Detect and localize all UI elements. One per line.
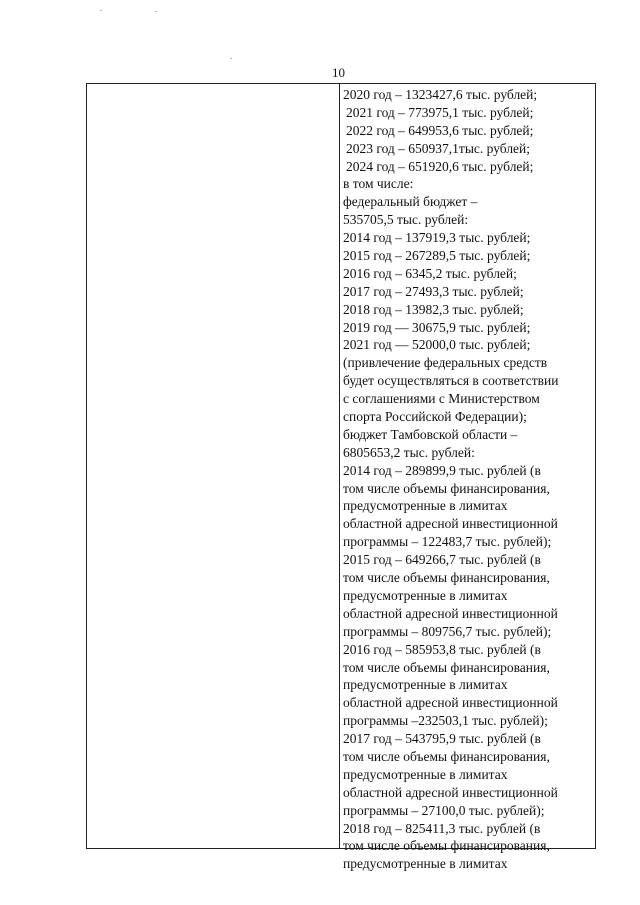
financing-text-line: предусмотренные в лимитах bbox=[343, 766, 508, 782]
financing-text-line: 2015 год – 267289,5 тыс. рублей; bbox=[343, 248, 531, 264]
financing-text-line: программы – 27100,0 тыс. рублей); bbox=[343, 802, 545, 818]
financing-text-line: областной адресной инвестиционной bbox=[343, 695, 558, 711]
financing-text-line: бюджет Тамбовской области – bbox=[343, 426, 518, 442]
financing-text-line: программы – 809756,7 тыс. рублей); bbox=[343, 623, 552, 639]
financing-text-line: 2024 год – 651920,6 тыс. рублей; bbox=[346, 158, 534, 174]
financing-text-line: 2023 год – 650937,1тыс. рублей; bbox=[346, 140, 531, 156]
page-number: 10 bbox=[332, 65, 345, 80]
financing-text-line: 2016 год – 6345,2 тыс. рублей; bbox=[343, 265, 517, 281]
financing-text-line: 2014 год – 137919,3 тыс. рублей; bbox=[343, 230, 531, 246]
financing-text-line: областной адресной инвестиционной bbox=[343, 605, 558, 621]
financing-text-line: спорта Российской Федерации); bbox=[343, 409, 527, 425]
financing-text-line: 2017 год – 543795,9 тыс. рублей (в bbox=[343, 731, 541, 747]
financing-text-line: том числе объемы финансирования, bbox=[343, 748, 550, 764]
financing-text-line: областной адресной инвестиционной bbox=[343, 516, 558, 532]
financing-text-line: 2015 год – 649266,7 тыс. рублей (в bbox=[343, 552, 541, 568]
financing-text-line: 2017 год – 27493,3 тыс. рублей; bbox=[343, 283, 524, 299]
scan-artifact bbox=[230, 58, 232, 59]
financing-text-line: 2021 год – 773975,1 тыс. рублей; bbox=[346, 104, 534, 120]
financing-text-line: в том числе: bbox=[343, 176, 414, 192]
financing-text-line: программы –232503,1 тыс. рублей); bbox=[343, 713, 548, 729]
financing-text-line: предусмотренные в лимитах bbox=[343, 856, 508, 872]
financing-text-line: 2019 год — 30675,9 тыс. рублей; bbox=[343, 319, 531, 335]
financing-text-line: предусмотренные в лимитах bbox=[343, 498, 508, 514]
financing-text-line: (привлечение федеральных средств bbox=[343, 355, 548, 371]
financing-text-line: 2020 год – 1323427,6 тыс. рублей; bbox=[343, 87, 538, 102]
financing-text-line: 2018 год – 13982,3 тыс. рублей; bbox=[343, 301, 524, 317]
financing-text-line: 6805653,2 тыс. рублей: bbox=[343, 444, 475, 460]
scan-artifact bbox=[100, 10, 102, 11]
financing-text-line: 2016 год – 585953,8 тыс. рублей (в bbox=[343, 641, 541, 657]
document-table bbox=[86, 83, 596, 872]
financing-text-line: областной адресной инвестиционной bbox=[343, 784, 558, 800]
financing-text-line: предусмотренные в лимитах bbox=[343, 587, 508, 603]
financing-text-line: 535705,5 тыс. рублей: bbox=[343, 212, 469, 228]
financing-text-line: 2021 год — 52000,0 тыс. рублей; bbox=[343, 337, 531, 353]
financing-text-line: 2022 год – 649953,6 тыс. рублей; bbox=[346, 122, 534, 138]
financing-text-line: с соглашениями с Министерством bbox=[343, 391, 540, 407]
financing-text-line: том числе объемы финансирования, bbox=[343, 838, 550, 854]
scan-artifact bbox=[155, 11, 157, 12]
financing-text-line: программы – 122483,7 тыс. рублей); bbox=[343, 534, 552, 550]
financing-text-line: 2018 год – 825411,3 тыс. рублей (в bbox=[343, 820, 541, 836]
financing-text-line: том числе объемы финансирования, bbox=[343, 570, 550, 586]
financing-text-line: 2014 год – 289899,9 тыс. рублей (в bbox=[343, 462, 541, 478]
right-cell-financing-text bbox=[343, 86, 595, 872]
financing-text-line: федеральный бюджет – bbox=[343, 194, 478, 210]
financing-text-line: будет осуществляться в соответствии bbox=[343, 373, 559, 389]
financing-text-line: том числе объемы финансирования, bbox=[343, 659, 550, 675]
financing-text-line: том числе объемы финансирования, bbox=[343, 480, 550, 496]
column-divider bbox=[339, 84, 340, 848]
left-cell bbox=[87, 84, 339, 848]
financing-text-line: предусмотренные в лимитах bbox=[343, 677, 508, 693]
